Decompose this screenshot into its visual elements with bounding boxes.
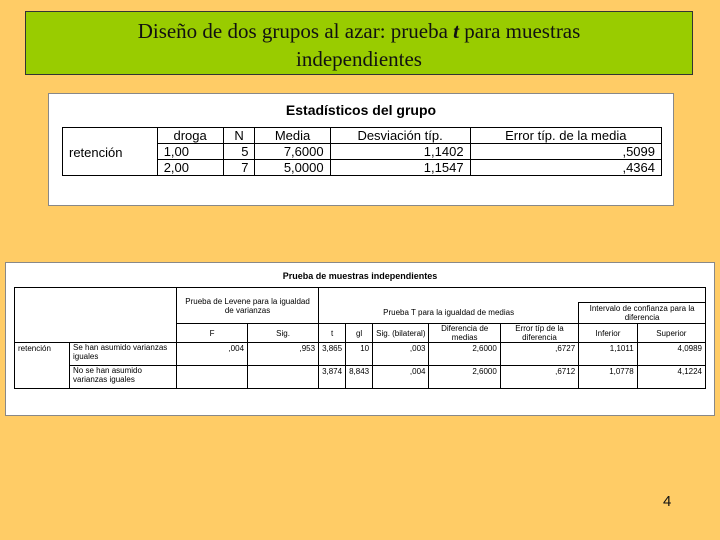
independent-test-title: Prueba de muestras independientes	[282, 271, 438, 281]
row-label: retención	[15, 343, 70, 366]
title-t-italic: t	[453, 19, 460, 43]
table-cell: 2,6000	[429, 343, 500, 366]
table-cell: 1,1402	[330, 144, 470, 160]
col-header: Superior	[637, 324, 705, 343]
table-cell: ,6727	[500, 343, 578, 366]
table-row	[63, 144, 662, 160]
col-header: Diferencia de medias	[429, 324, 500, 343]
group-stats-title: Estadísticos del grupo	[285, 102, 437, 118]
col-header: Sig.	[248, 324, 319, 343]
group-stats-panel	[48, 93, 674, 206]
table-header-row	[63, 128, 662, 144]
table-cell: 1,0778	[579, 366, 638, 389]
col-header: gl	[346, 324, 373, 343]
table-cell: 5,0000	[255, 160, 330, 176]
table-cell	[248, 366, 319, 389]
col-header: Error típ de la diferencia	[500, 324, 578, 343]
table-cell: 1,1011	[579, 343, 638, 366]
col-header: Media	[255, 128, 330, 144]
table-cell: ,5099	[470, 144, 661, 160]
col-header: Error típ. de la media	[470, 128, 661, 144]
table-cell: 3,865	[319, 343, 346, 366]
independent-test-panel	[5, 262, 715, 416]
table-header-row	[15, 288, 706, 303]
col-header: t	[319, 324, 346, 343]
row-sublabel: Se han asumido varianzas iguales	[70, 343, 177, 366]
table-cell: 8,843	[346, 366, 373, 389]
table-cell: 4,1224	[637, 366, 705, 389]
title-line1-a: Diseño de dos grupos al azar: prueba	[137, 19, 454, 43]
table-cell: ,953	[248, 343, 319, 366]
col-header: droga	[157, 128, 223, 144]
table-cell: ,6712	[500, 366, 578, 389]
table-cell: 7	[223, 160, 255, 176]
ci-header: Intervalo de confianza para la diferencia	[579, 303, 706, 324]
table-cell: ,004	[177, 343, 248, 366]
row-sublabel: No se han asumido varianzas iguales	[70, 366, 177, 389]
table-cell: 1,00	[157, 144, 223, 160]
table-cell: 2,6000	[429, 366, 500, 389]
table-row	[63, 160, 662, 176]
title-line1-b: para muestras	[459, 19, 581, 43]
col-header: Sig. (bilateral)	[373, 324, 429, 343]
table-cell: 7,6000	[255, 144, 330, 160]
col-header: N	[223, 128, 255, 144]
table-row	[15, 343, 706, 366]
table-cell: 2,00	[157, 160, 223, 176]
levene-header: Prueba de Levene para la igualdad de varianzas	[177, 288, 319, 324]
table-cell: 4,0989	[637, 343, 705, 366]
table-cell: ,003	[373, 343, 429, 366]
col-header: Desviación típ.	[330, 128, 470, 144]
table-cell: 1,1547	[330, 160, 470, 176]
row-label: retención	[63, 144, 158, 160]
table-cell: ,004	[373, 366, 429, 389]
ttest-header: Prueba T para la igualdad de medias	[319, 303, 579, 324]
table-cell: ,4364	[470, 160, 661, 176]
table-cell	[177, 366, 248, 389]
col-header: F	[177, 324, 248, 343]
col-header: Inferior	[579, 324, 638, 343]
slide-title	[25, 11, 693, 75]
table-cell: 3,874	[319, 366, 346, 389]
table-cell: 5	[223, 144, 255, 160]
group-stats-table	[62, 127, 662, 176]
page-number: 4	[663, 493, 672, 510]
independent-test-table	[14, 287, 706, 389]
table-row	[15, 366, 706, 389]
title-line2: independientes	[296, 47, 422, 71]
table-cell: 10	[346, 343, 373, 366]
